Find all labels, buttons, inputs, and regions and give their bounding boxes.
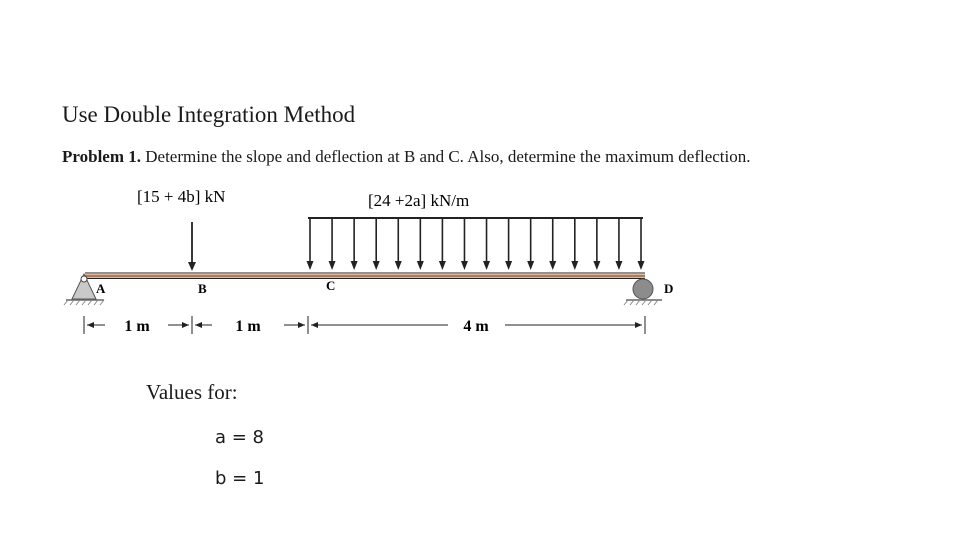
dimension-bc: 1 m bbox=[235, 318, 261, 335]
distributed-load bbox=[307, 218, 645, 270]
distributed-load-arrowhead bbox=[638, 261, 645, 270]
distributed-load-arrowhead bbox=[593, 261, 600, 270]
method-title: Use Double Integration Method bbox=[62, 102, 356, 127]
distributed-load-arrowhead bbox=[373, 261, 380, 270]
dimension-lines bbox=[84, 316, 645, 334]
point-load-label: [15 + 4b] kN bbox=[137, 187, 226, 206]
distributed-load-arrowhead bbox=[615, 261, 622, 270]
distributed-load-arrowhead bbox=[505, 261, 512, 270]
values-title: Values for: bbox=[146, 380, 238, 404]
roller-support-icon bbox=[624, 279, 662, 305]
distributed-load-arrowhead bbox=[439, 261, 446, 270]
problem-text: Determine the slope and deflection at B and C. Also, determine the maximum deflection. bbox=[141, 147, 751, 166]
dimension-ab: 1 m bbox=[124, 318, 150, 335]
distributed-load-arrowhead bbox=[483, 261, 490, 270]
point-load-arrow bbox=[188, 222, 196, 271]
distributed-load-arrowhead bbox=[461, 261, 468, 270]
distributed-load-label: [24 +2a] kN/m bbox=[368, 191, 470, 210]
distributed-load-arrowhead bbox=[329, 261, 336, 270]
dimension-cd: 4 m bbox=[463, 318, 489, 335]
problem-label: Problem 1. bbox=[62, 147, 142, 166]
point-label-a: A bbox=[96, 281, 106, 296]
distributed-load-arrowhead bbox=[417, 261, 424, 270]
distributed-load-arrowhead bbox=[351, 261, 358, 270]
beam bbox=[85, 273, 645, 279]
distributed-load-arrowhead bbox=[395, 261, 402, 270]
value-b: b = 1 bbox=[215, 468, 265, 489]
distributed-load-arrowhead bbox=[549, 261, 556, 270]
distributed-load-arrowhead bbox=[571, 261, 578, 270]
distributed-load-arrowhead bbox=[307, 261, 314, 270]
point-label-c: C bbox=[326, 278, 336, 293]
value-a: a = 8 bbox=[215, 427, 265, 448]
point-label-b: B bbox=[198, 281, 207, 296]
distributed-load-arrowhead bbox=[527, 261, 534, 270]
point-label-d: D bbox=[664, 281, 674, 296]
